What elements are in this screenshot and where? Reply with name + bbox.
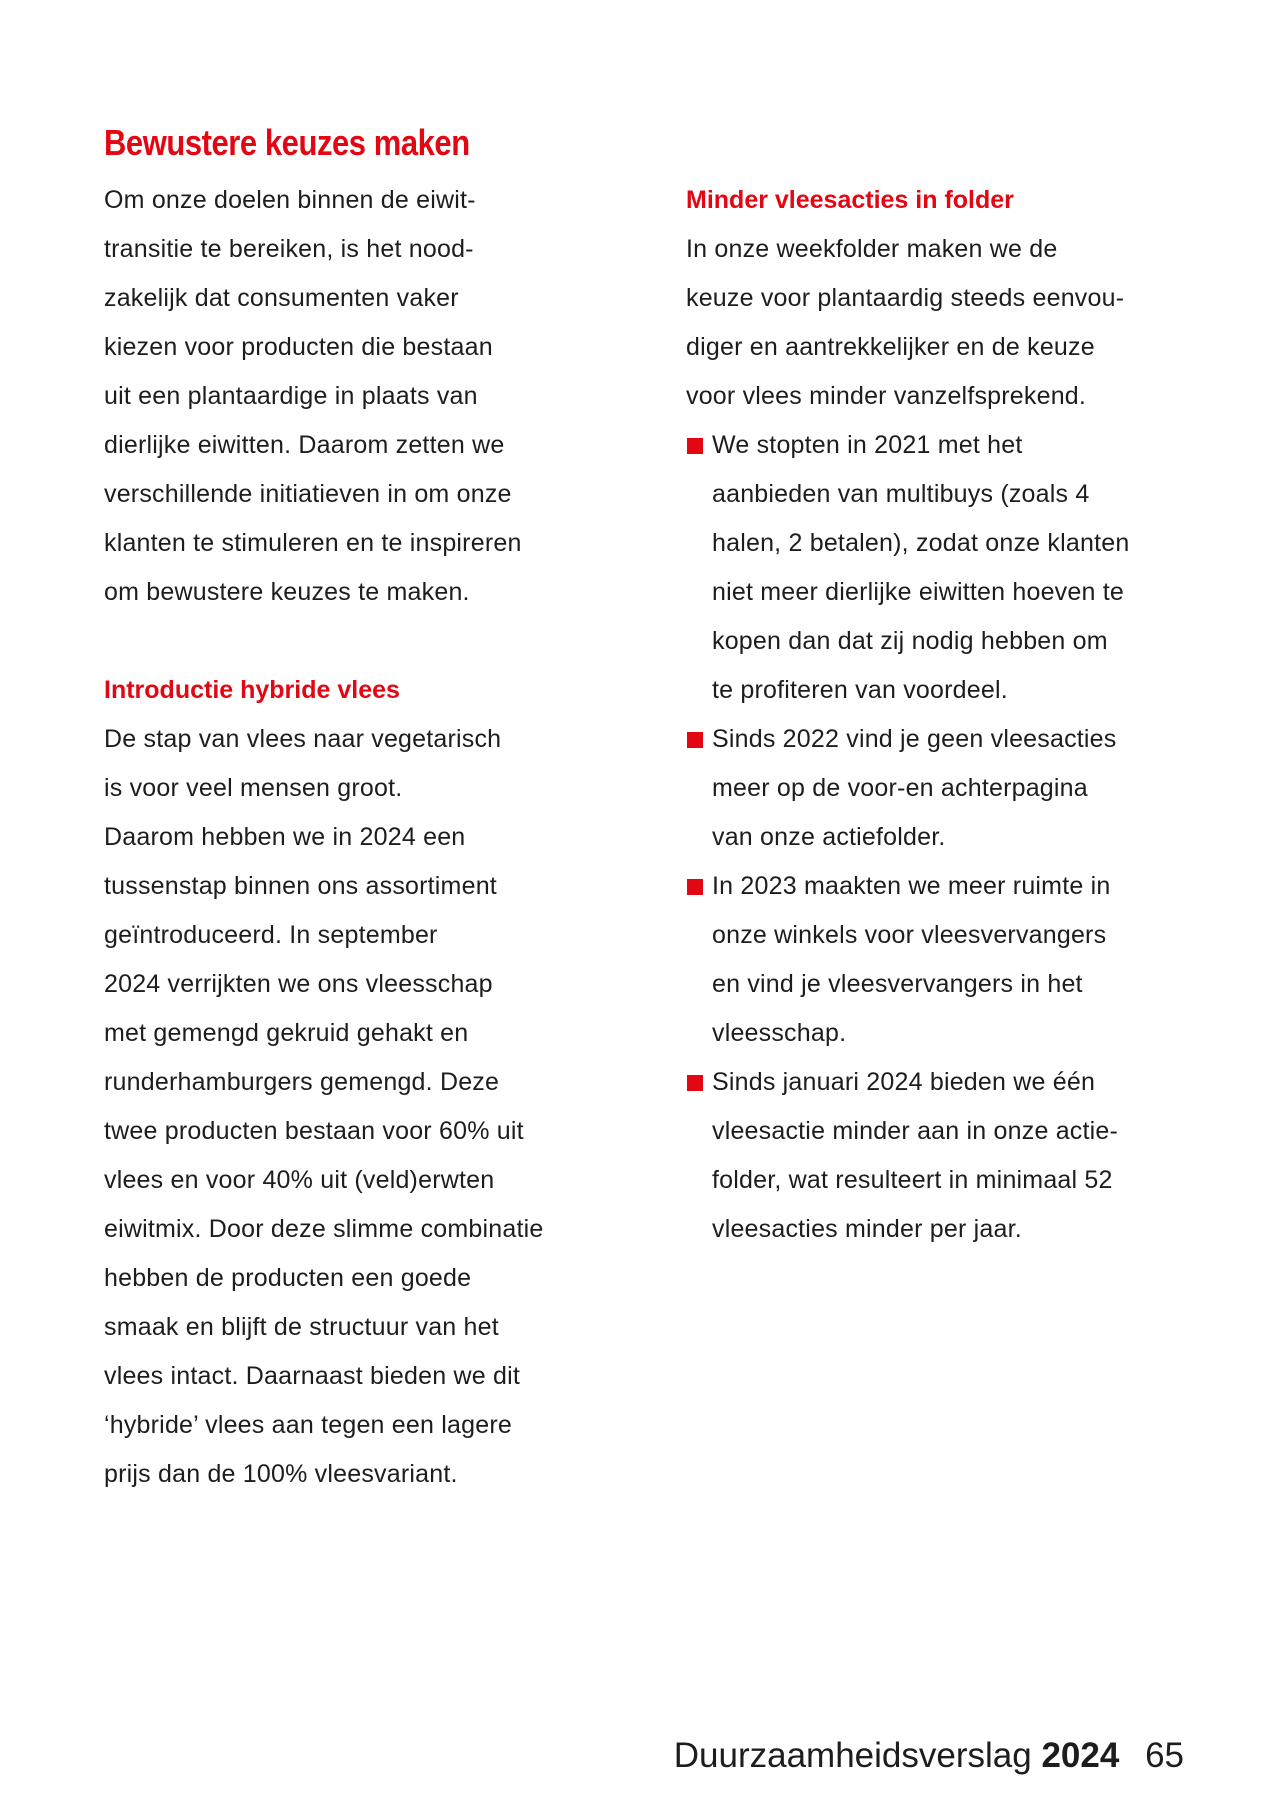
bullet-item-voor-achterpagina <box>686 715 1129 862</box>
paragraph-line: tussenstap binnen ons assortiment <box>104 872 497 900</box>
paragraph-line: runderhamburgers gemengd. Deze <box>104 1068 500 1096</box>
section-heading-minder-vleesacties: Minder vleesacties in folder <box>686 186 1014 214</box>
bullet-line: folder, wat resulteert in minimaal 52 <box>712 1166 1113 1194</box>
bullet-line: Sinds januari 2024 bieden we één <box>712 1068 1096 1096</box>
paragraph-line: hebben de producten een goede <box>104 1264 472 1292</box>
report-name: Duurzaamheidsverslag <box>673 1736 1032 1775</box>
paragraph-line: met gemengd gekruid gehakt en <box>104 1019 469 1047</box>
paragraph-line: In onze weekfolder maken we de <box>686 235 1058 263</box>
paragraph-line: prijs dan de 100% vleesvariant. <box>104 1460 458 1488</box>
red-square-bullet-icon <box>687 1075 703 1091</box>
bullet-line: van onze actiefolder. <box>712 823 946 851</box>
bullet-item-een-vleesactie-minder <box>686 1058 1129 1254</box>
paragraph-line: vlees intact. Daarnaast bieden we dit <box>104 1362 520 1390</box>
paragraph-line: smaak en blijft de structuur van het <box>104 1313 499 1341</box>
left-intro-paragraph <box>104 176 522 617</box>
bullet-line: halen, 2 betalen), zodat onze klanten <box>712 529 1130 557</box>
bullet-item-vleesvervangers <box>686 862 1129 1058</box>
minder-vleesacties-section <box>686 176 1129 1254</box>
paragraph-line: dierlijke eiwitten. Daarom zetten we <box>104 431 505 459</box>
hybride-vlees-section <box>104 666 543 1499</box>
red-square-bullet-icon <box>687 879 703 895</box>
bullet-line: te profiteren van voordeel. <box>712 676 1008 704</box>
paragraph-line: verschillende initiatieven in om onze <box>104 480 512 508</box>
paragraph-line: twee producten bestaan voor 60% uit <box>104 1117 524 1145</box>
bullet-line: niet meer dierlijke eiwitten hoeven te <box>712 578 1124 606</box>
bullet-line: Sinds 2022 vind je geen vleesacties <box>712 725 1117 753</box>
paragraph-line: voor vlees minder vanzelfsprekend. <box>686 382 1087 410</box>
page-footer <box>674 1736 1184 1776</box>
paragraph-line: ‘hybride’ vlees aan tegen een lagere <box>104 1411 512 1439</box>
bullet-line: onze winkels voor vleesvervangers <box>712 921 1107 949</box>
section-heading-hybride-vlees: Introductie hybride vlees <box>104 676 400 704</box>
paragraph-line: is voor veel mensen groot. <box>104 774 403 802</box>
bullet-item-multibuys <box>686 421 1129 715</box>
paragraph-line: uit een plantaardige in plaats van <box>104 382 478 410</box>
bullet-line: kopen dan dat zij nodig hebben om <box>712 627 1108 655</box>
bullet-line: meer op de voor-en achterpagina <box>712 774 1088 802</box>
bullet-line: In 2023 maakten we meer ruimte in <box>712 872 1111 900</box>
paragraph-line: zakelijk dat consumenten vaker <box>104 284 459 312</box>
bullet-line: aanbieden van multibuys (zoals 4 <box>712 480 1090 508</box>
paragraph-line: De stap van vlees naar vegetarisch <box>104 725 502 753</box>
paragraph-line: diger en aantrekkelijker en de keuze <box>686 333 1095 361</box>
bullet-line: vleesschap. <box>712 1019 847 1047</box>
paragraph-line: geïntroduceerd. In september <box>104 921 438 949</box>
paragraph-line: eiwitmix. Door deze slimme combinatie <box>104 1215 544 1243</box>
paragraph-line: keuze voor plantaardig steeds eenvou- <box>686 284 1125 312</box>
bullet-line: vleesactie minder aan in onze actie- <box>712 1117 1119 1145</box>
page-title: Bewustere keuzes maken <box>104 122 470 163</box>
bullet-line: en vind je vleesvervangers in het <box>712 970 1083 998</box>
paragraph-line: 2024 verrijkten we ons vleesschap <box>104 970 493 998</box>
red-square-bullet-icon <box>687 438 703 454</box>
paragraph-line: kiezen voor producten die bestaan <box>104 333 493 361</box>
paragraph-line: klanten te stimuleren en te inspireren <box>104 529 522 557</box>
paragraph-line: om bewustere keuzes te maken. <box>104 578 470 606</box>
paragraph-line: Om onze doelen binnen de eiwit- <box>104 186 476 214</box>
paragraph-line: transitie te bereiken, is het nood- <box>104 235 474 263</box>
bullet-line: We stopten in 2021 met het <box>712 431 1023 459</box>
paragraph-line: Daarom hebben we in 2024 een <box>104 823 466 851</box>
page-number: 65 <box>1145 1736 1184 1775</box>
bullet-line: vleesacties minder per jaar. <box>712 1215 1022 1243</box>
report-year: 2024 <box>1041 1736 1120 1775</box>
red-square-bullet-icon <box>687 732 703 748</box>
paragraph-line: vlees en voor 40% uit (veld)erwten <box>104 1166 495 1194</box>
